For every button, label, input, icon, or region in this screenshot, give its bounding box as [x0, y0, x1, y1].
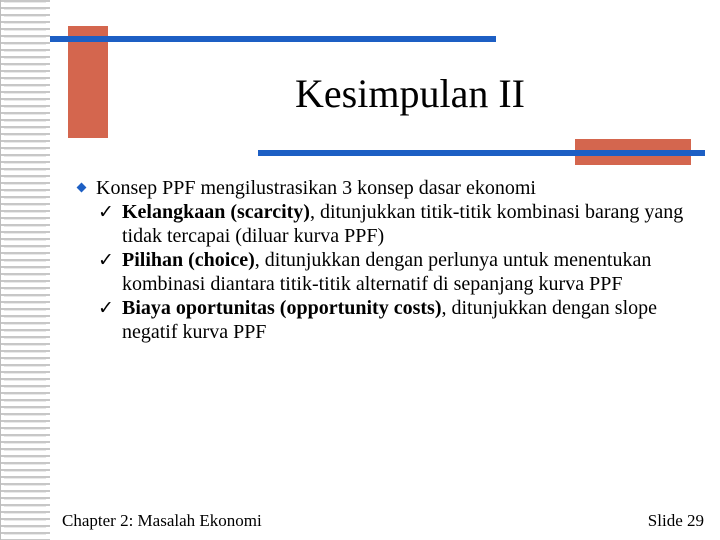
item-text: , ditunjukkan dengan perlunya untuk menentukan kombinasi diantara titik-titik alternatif di sepanjang kurva PPF — [122, 249, 652, 295]
checkmark-icon: ✓ — [98, 249, 114, 271]
left-decorative-stripe — [0, 0, 50, 540]
list-item — [74, 296, 694, 344]
list-item — [74, 200, 694, 248]
main-bullet-text: Konsep PPF mengilustrasikan 3 konsep dasar ekonomi — [96, 177, 536, 199]
item-text: , ditunjukkan titik-titik kombinasi barang yang tidak tercapai (diluar kurva PPF) — [122, 201, 684, 247]
sub-bullet-list — [74, 200, 694, 344]
item-bold-text: Pilihan (choice) — [122, 249, 255, 271]
item-text: , ditunjukkan dengan slope negatif kurva PPF — [122, 297, 658, 343]
checkmark-icon: ✓ — [98, 201, 114, 223]
bottom-accent-line — [258, 150, 705, 156]
footer-slide-number: Slide 29 — [647, 511, 704, 530]
footer-chapter: Chapter 2: Masalah Ekonomi — [62, 511, 262, 530]
item-bold-text: Kelangkaan (scarcity) — [122, 201, 310, 223]
slide-title: Kesimpulan II — [295, 71, 525, 116]
left-stripe-border — [0, 0, 1, 540]
item-bold-text: Biaya oportunitas (opportunity costs) — [122, 297, 442, 319]
main-bullet — [74, 176, 694, 200]
checkmark-icon: ✓ — [98, 297, 114, 319]
top-accent-line — [50, 36, 496, 42]
list-item — [74, 248, 694, 296]
slide-content — [74, 176, 694, 344]
diamond-bullet-icon — [77, 183, 87, 193]
orange-accent-block — [68, 26, 108, 138]
